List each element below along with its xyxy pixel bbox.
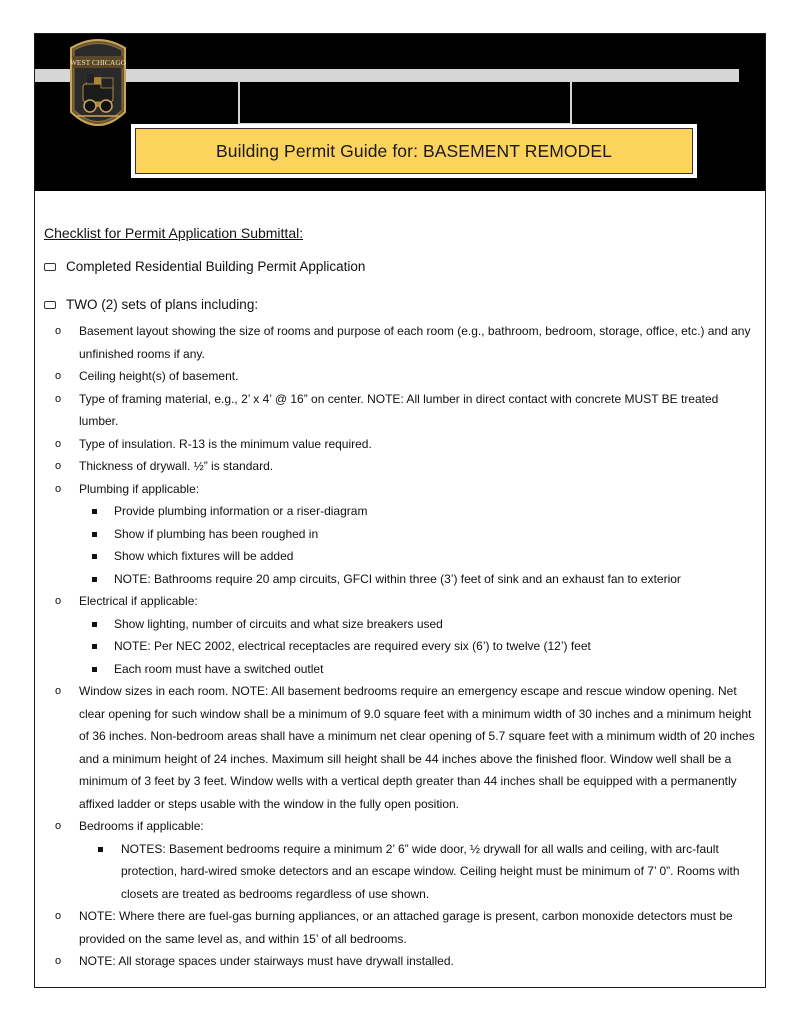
sub-list-item: NOTE: Bathrooms require 20 amp circuits, GFCI within three (3’) feet of sink and an exhaust fan to exterior xyxy=(79,568,759,591)
west-chicago-logo xyxy=(63,34,133,141)
document-page xyxy=(34,33,766,988)
sub-list-item: NOTES: Basement bedrooms require a minimum 2’ 6” wide door, ½ drywall for all walls and ceiling, with arc-fault protection, hard-wired smoke detectors and an escape window. Ceiling height must be minimum of 7’ 0”. Rooms with closets are treated as bedrooms regardless of use shown. xyxy=(79,838,759,906)
title-banner xyxy=(131,124,697,178)
sub-list-item: Provide plumbing information or a riser-diagram xyxy=(79,500,759,523)
list-item: o NOTE: All storage spaces under stairways must have drywall installed. xyxy=(55,954,454,968)
checkbox-icon[interactable] xyxy=(44,263,56,271)
plumbing-list xyxy=(79,500,759,590)
list-item: o Bedrooms if applicable: NOTES: Basement bedrooms require a minimum 2’ 6” wide door, ½ drywall for all walls and ceiling, with arc-fault protection, hard-wired smoke detectors and an escape window. Ceiling height must be minimum of 7’ 0”. Rooms with closets are treated as bedrooms regardless of use shown. xyxy=(44,815,759,905)
sub-list-item: Show if plumbing has been roughed in xyxy=(79,523,759,546)
svg-text:WEST CHICAGO: WEST CHICAGO xyxy=(69,58,127,67)
list-item: o Thickness of drywall. ½” is standard. xyxy=(55,459,274,473)
header-gray-bar xyxy=(35,69,739,82)
sub-list-item: Show lighting, number of circuits and what size breakers used xyxy=(79,613,759,636)
list-item: o Basement layout showing the size of rooms and purpose of each room (e.g., bathroom, bedroom, storage, office, etc.) and any unfinished rooms if any. xyxy=(55,324,751,361)
list-item: o Plumbing if applicable: Provide plumbing information or a riser-diagram Show if plumbing has been roughed in Show which fixtures will be added NOTE: Bathrooms require 20 amp circuits, GFCI within three (3’) feet of sink and an exhaust fan to exterior xyxy=(44,478,759,591)
list-item: o NOTE: Where there are fuel-gas burning appliances, or an attached garage is present, carbon monoxide detectors must be provided on the same level as, and within 15’ of all bedrooms. xyxy=(55,909,733,946)
list-item: o Type of insulation. R-13 is the minimum value required. xyxy=(55,436,372,451)
bedrooms-list xyxy=(79,838,759,906)
checklist-item-label: Completed Residential Building Permit Application xyxy=(66,258,366,274)
sub-list-item: NOTE: Per NEC 2002, electrical receptacles are required every six (6’) to twelve (12’) feet xyxy=(79,635,759,658)
checklist-item-application[interactable] xyxy=(44,252,759,282)
electrical-list xyxy=(79,613,759,681)
checkbox-icon[interactable] xyxy=(44,301,56,309)
sub-list-item: Each room must have a switched outlet xyxy=(79,658,759,681)
checklist-heading: Checklist for Permit Application Submittal: xyxy=(44,225,304,241)
list-item: o Ceiling height(s) of basement. xyxy=(55,369,239,383)
header-frame-box xyxy=(238,82,572,125)
plans-list xyxy=(44,320,759,973)
page-title: Building Permit Guide for: BASEMENT REMODEL xyxy=(216,140,612,161)
sub-list-item: Show which fixtures will be added xyxy=(79,545,759,568)
header-band xyxy=(35,34,765,191)
checklist-item-plans[interactable] xyxy=(44,290,759,320)
list-item: o Type of framing material, e.g., 2’ x 4’ @ 16” on center. NOTE: All lumber in direct contact with concrete MUST BE treated lumber. xyxy=(55,391,719,428)
checklist-content xyxy=(44,220,759,973)
list-item: o Window sizes in each room. NOTE: All basement bedrooms require an emergency escape and rescue window opening. Net clear opening for such window shall be a minimum of 9.0 square feet with a minimum width of 30 inches and a minimum height of 36 inches. Non-bedroom areas shall have a minimum net clear opening of 5.7 square feet with a minimum width of 20 inches and a minimum height of 24 inches. Maximum sill height shall be 44 inches above the finished floor. Window well shall be a minimum of 3 feet by 3 feet. Window wells with a vertical depth greater than 44 inches shall be equipped with a permanently affixed ladder or steps usable with the window in the fully open position. xyxy=(55,684,755,811)
checklist-item-label: TWO (2) sets of plans including: xyxy=(66,296,259,312)
list-item: o Electrical if applicable: Show lighting, number of circuits and what size breakers used NOTE: Per NEC 2002, electrical receptacles are required every six (6’) to twelve (12’) feet Each room must have a switched outlet xyxy=(44,590,759,680)
